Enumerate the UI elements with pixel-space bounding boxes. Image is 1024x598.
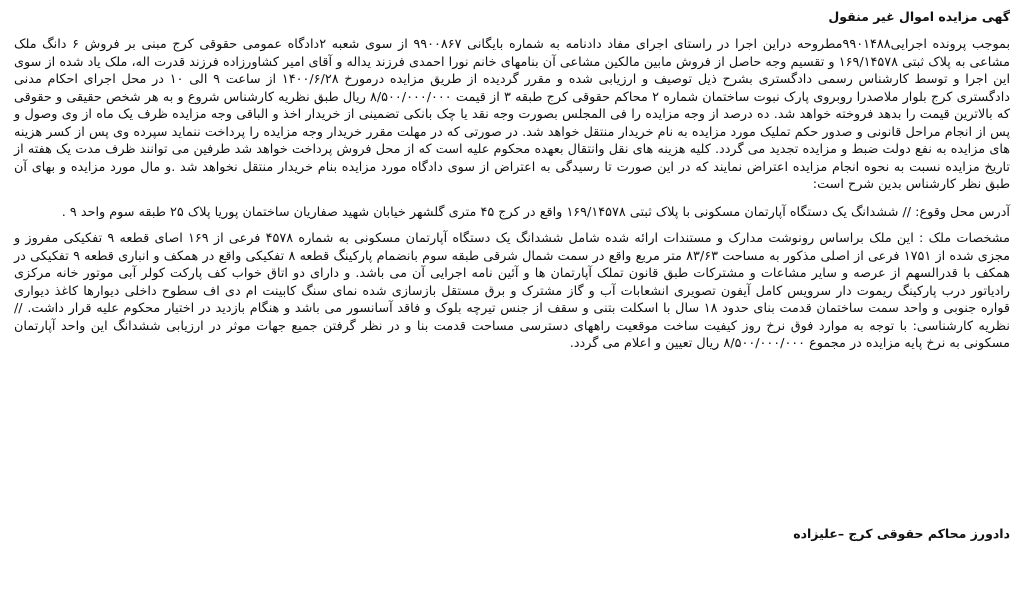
main-paragraph: بموجب پرونده اجرایی۹۹۰۱۴۸۸مطروحه دراین اجرا در راستای اجرای مفاد دادنامه به شماره بایگانی ۹۹۰۰۸۶۷ از سوی شعبه ۲دادگاه عمومی حقوقی کرج مبنی بر فروش ۶ دانگ ملک مشاعی به پلاک ثبتی ۱۶۹/۱۴۵۷۸ و تقسیم وجه حاصل از فروش مابین مالکین مشاعی آن بنامهای خانم نورا احمدی فرزند یداله و آقای امیر کشاورزاده فرزند قدرت اله، ملک یاد شده از سوی این اجرا و توسط کارشناس رسمی دادگستری بشرح ذیل توصیف و ارزیابی شده و مقرر گردیده از طریق مزایده درمورخ ۱۴۰۰/۶/۲۸ از ساعت ۹ الی ۱۰ در محل اجرای احکام مدنی دادگستری کرج بلوار ملاصدرا روبروی پارک نبوت ساختمان شماره ۲ محاکم حقوقی کرج طبقه ۳ از قیمت ۸/۵۰۰/۰۰۰/۰۰۰ ریال طبق نظریه کارشناس شروع و به هر شخص حقیقی و حقوقی که بالاترین قیمت را بدهد فروخته خواهد شد. ده درصد از وجه مزایده را فی المجلس بصورت وجه نقد یا چک بانکی تضمینی از خریدار اخذ و الباقی وجه مزایده ظرف یک ماه از وی وصول و پس از انجام مراحل قانونی و صدور حکم تملیک مورد مزایده به نام خریدار منتقل خواهد شد. در صورتی که در مهلت مقرر خریدار وجه مزایده را پرداخت ننماید سپرده وی پس از کسر هزینه های مزایده به نفع دولت ضبط و مزایده تجدید می گردد. کلیه هزینه های نقل وانتقال بعهده محکوم علیه است که از محل فروش پرداخت خواهد شد طرفین می توانند ظرف مدت یک هفته از تاریخ مزایده نسبت به نحوه انجام مزایده اعتراض نمایند که در این صورت تا رسیدگی به اعتراض از سوی دادگاه مورد مزایده بنام خریدار منتقل نخواهد شد .و مال مورد مزایده و بهای آن طبق نظر کارشناس بدین شرح است: (14, 37, 1011, 192)
paragraph-spacer (14, 194, 1010, 204)
address-paragraph: آدرس محل وقوع: // ششدانگ یک دستگاه آپارتمان مسکونی با پلاک ثبتی ۱۶۹/۱۴۵۷۸ واقع در کرج ۴۵ متری گلشهر خیابان شهید صفاریان ساختمان پوریا پلاک ۲۵ طبقه سوم واحد ۹ . (61, 204, 1010, 220)
paragraph-spacer (14, 221, 1010, 230)
property-specs-paragraph: مشخصات ملک : این ملک براساس رونوشت مدارک و مستندات ارائه شده شامل ششدانگ یک دستگاه آپارتمان مسکونی به شماره ۴۵۷۸ فرعی از ۱۶۹ اصای قطعه ۹ تفکیکی مفروز و مجزی شده از ۱۷۵۱ فرعی از اصلی مذکور به مساحت ۸۳/۶۳ متر مربع واقع در سمت شمال شرقی طبقه سوم بانضمام پارکینگ قطعه ۸ تفکیکی واقع در همکف و انباری قطعه ۹ تفکیکی در همکف با قدرالسهم از عرصه و سایر مشاعات و مشترکات طبق قانون تملک آپارتمان ها و آئین نامه اجرایی آن می باشد. و دارای دو اتاق خواب کف پارکت کولر آبی موتور خانه مرکزی رادیاتور درب پارکینگ ریموت دار سرویس کامل آیفون تصویری انشعابات آب و گاز مشترک و برق مستقل بازسازی شده نمای سنگ کابینت ام دی اف سطوح داخلی دیوارها کاغذ دیواری قواره جنوبی و واحد سمت ساختمان قدمت بنای حدود ۱۸ سال با اسکلت بتنی و سقف از جنس تیرچه بلوک و فاقد آسانسور می باشد و هنگام بازدید در اختیار محکوم علیه قرار داشت. // نظریه کارشناسی: با توجه به موارد فوق نرخ روز کیفیت ساخت موقعیت راههای دسترسی مساحت قدمت بنا و در نظر گرفتن جمیع جهات موثر در ارزیابی ششدانگ این واحد آپارتمان مسکونی به نرخ پایه مزایده در مجموع ۸/۵۰۰/۰۰۰/۰۰۰ ریال تعیین و اعلام می گردد. (14, 231, 1011, 351)
signature-line: دادورز محاکم حقوقی کرج –علیزاده (793, 526, 1010, 541)
notice-title: گهی مزایده اموال غیر منقول (828, 9, 1010, 24)
